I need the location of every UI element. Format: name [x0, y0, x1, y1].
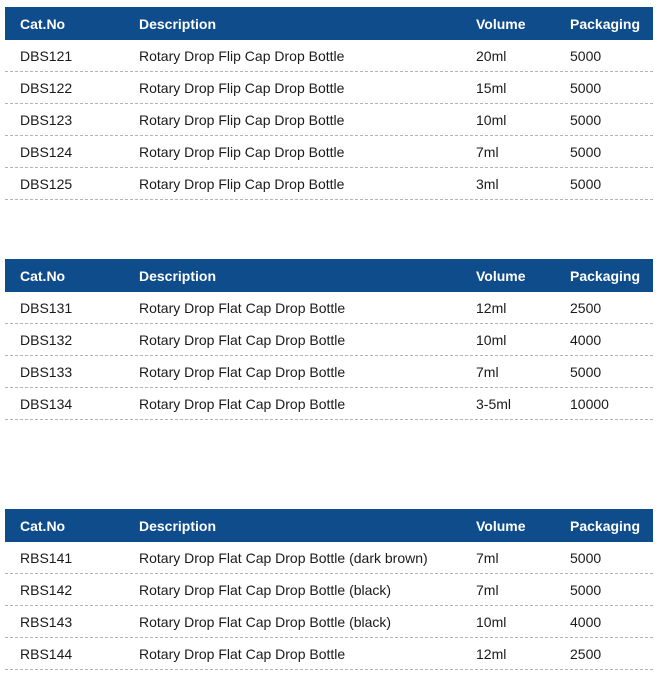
table-header: [5, 259, 653, 292]
cell-volume: 3-5ml: [476, 395, 512, 412]
header-packaging: Packaging: [570, 517, 641, 534]
header-packaging: Packaging: [570, 267, 641, 284]
header-description: Description: [139, 267, 217, 284]
header-packaging: Packaging: [570, 15, 641, 32]
cell-volume: 7ml: [476, 143, 499, 160]
cell-cat-no: RBS143: [20, 613, 73, 630]
cell-cat-no: RBS141: [20, 549, 73, 566]
header-cat-no: Cat.No: [20, 15, 66, 32]
header-volume: Volume: [476, 267, 526, 284]
cell-cat-no: DBS124: [20, 143, 73, 160]
cell-volume: 10ml: [476, 613, 507, 630]
product-table-3: [5, 509, 653, 670]
header-description: Description: [139, 517, 217, 534]
table-row: [5, 136, 653, 168]
cell-description: Rotary Drop Flip Cap Drop Bottle: [139, 111, 345, 128]
cell-cat-no: DBS125: [20, 175, 73, 192]
table-row: [5, 40, 653, 72]
cell-volume: 7ml: [476, 581, 499, 598]
cell-volume: 7ml: [476, 549, 499, 566]
table-row: [5, 574, 653, 606]
header-cat-no: Cat.No: [20, 267, 66, 284]
cell-description: Rotary Drop Flat Cap Drop Bottle: [139, 363, 346, 380]
cell-packaging: 5000: [570, 175, 602, 192]
cell-description: Rotary Drop Flip Cap Drop Bottle: [139, 143, 345, 160]
cell-packaging: 5000: [570, 79, 602, 96]
table-row: [5, 324, 653, 356]
cell-packaging: 5000: [570, 581, 602, 598]
cell-packaging: 4000: [570, 613, 602, 630]
table-row: [5, 168, 653, 200]
cell-volume: 10ml: [476, 331, 507, 348]
cell-cat-no: DBS122: [20, 79, 73, 96]
cell-volume: 12ml: [476, 299, 507, 316]
cell-description: Rotary Drop Flip Cap Drop Bottle: [139, 47, 345, 64]
cell-cat-no: DBS133: [20, 363, 73, 380]
cell-volume: 7ml: [476, 363, 499, 380]
cell-description: Rotary Drop Flat Cap Drop Bottle (dark brown): [139, 549, 428, 566]
cell-cat-no: DBS121: [20, 47, 73, 64]
product-table-2: [5, 259, 653, 420]
table-row: [5, 542, 653, 574]
table-row: [5, 356, 653, 388]
cell-cat-no: DBS131: [20, 299, 73, 316]
cell-description: Rotary Drop Flat Cap Drop Bottle: [139, 331, 346, 348]
cell-cat-no: RBS144: [20, 645, 73, 662]
cell-description: Rotary Drop Flip Cap Drop Bottle: [139, 175, 345, 192]
header-volume: Volume: [476, 517, 526, 534]
cell-cat-no: DBS132: [20, 331, 73, 348]
cell-description: Rotary Drop Flat Cap Drop Bottle (black): [139, 613, 392, 630]
cell-volume: 3ml: [476, 175, 499, 192]
table-row: [5, 638, 653, 670]
header-description: Description: [139, 15, 217, 32]
cell-packaging: 5000: [570, 549, 602, 566]
cell-volume: 15ml: [476, 79, 507, 96]
cell-packaging: 5000: [570, 143, 602, 160]
product-table-1: [5, 7, 653, 200]
table-row: [5, 104, 653, 136]
cell-description: Rotary Drop Flat Cap Drop Bottle (black): [139, 581, 392, 598]
table-header: [5, 509, 653, 542]
cell-packaging: 10000: [570, 395, 609, 412]
cell-packaging: 4000: [570, 331, 602, 348]
cell-packaging: 2500: [570, 299, 602, 316]
cell-cat-no: DBS134: [20, 395, 73, 412]
table-row: [5, 72, 653, 104]
table-row: [5, 388, 653, 420]
cell-packaging: 5000: [570, 363, 602, 380]
cell-description: Rotary Drop Flat Cap Drop Bottle: [139, 395, 346, 412]
cell-volume: 20ml: [476, 47, 507, 64]
cell-packaging: 2500: [570, 645, 602, 662]
header-volume: Volume: [476, 15, 526, 32]
header-cat-no: Cat.No: [20, 517, 66, 534]
cell-description: Rotary Drop Flat Cap Drop Bottle: [139, 645, 346, 662]
cell-packaging: 5000: [570, 111, 602, 128]
cell-cat-no: DBS123: [20, 111, 73, 128]
cell-description: Rotary Drop Flip Cap Drop Bottle: [139, 79, 345, 96]
table-header: [5, 7, 653, 40]
cell-packaging: 5000: [570, 47, 602, 64]
cell-cat-no: RBS142: [20, 581, 73, 598]
table-row: [5, 292, 653, 324]
table-row: [5, 606, 653, 638]
cell-description: Rotary Drop Flat Cap Drop Bottle: [139, 299, 346, 316]
cell-volume: 12ml: [476, 645, 507, 662]
cell-volume: 10ml: [476, 111, 507, 128]
